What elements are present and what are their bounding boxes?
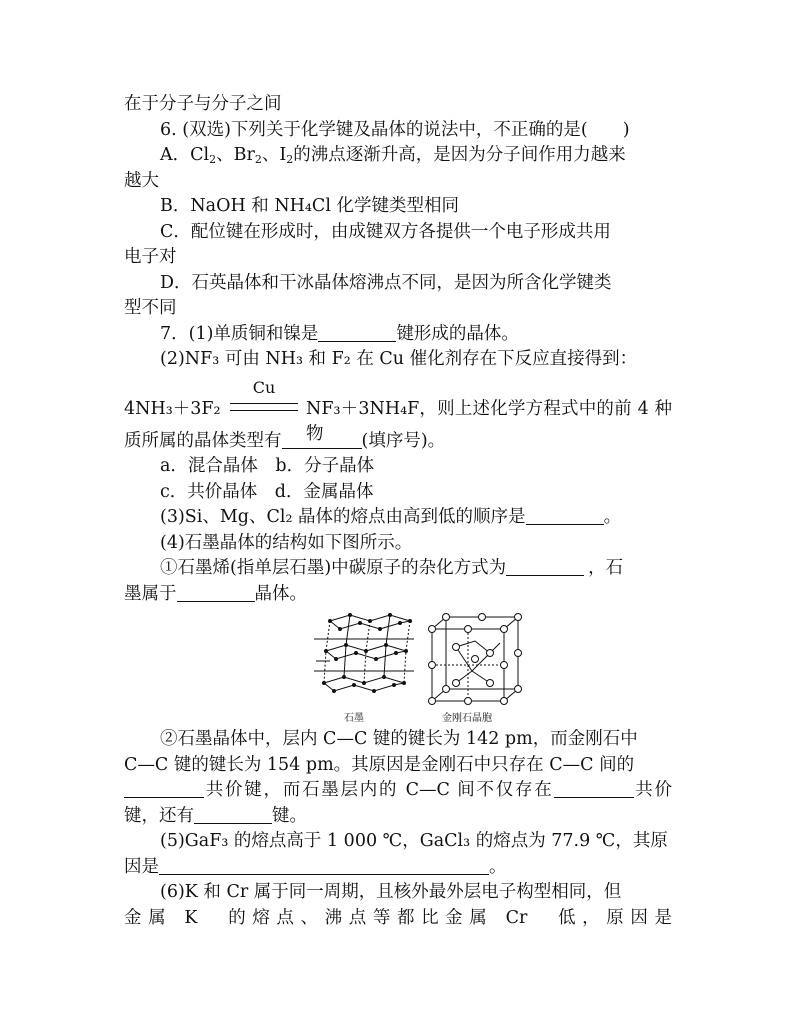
options-cd: c．共价晶体 d．金属晶体: [160, 481, 374, 502]
equation-products: NF₃＋3NH₄F，则上述化学方程式中的前 4 种物: [306, 398, 672, 444]
question-7-part-4-2-blanks: [124, 778, 672, 804]
answer-blank[interactable]: [526, 506, 604, 525]
option-b: B．NaOH 和 NH₄Cl 化学键类型相同: [160, 196, 459, 216]
text: 质所属的晶体类型有: [124, 430, 282, 451]
question-7-part-3: [124, 505, 672, 531]
question-6-stem: 6. (双选)下列关于化学键及晶体的说法中，不正确的是( ): [160, 119, 630, 140]
option-d-cont: 型不同: [124, 298, 177, 318]
graphite-label: 石墨: [344, 713, 364, 724]
text: 键形成的晶体。: [396, 323, 519, 344]
option-a-line: A．$Cl_2$、$Br_2$、$I_2$的沸点逐渐升高，是因为分子间作用力越来: [160, 145, 626, 166]
document-body: [124, 92, 672, 931]
equation-reactants: 4NH₃＋3F₂: [124, 398, 221, 419]
options-ab: a．混合晶体 b．分子晶体: [160, 456, 375, 476]
question-7-part-2: (2)NF₃ 可由 NH₃ 和 F₂ 在 Cu 催化剂存在下反应直接得到：: [160, 349, 638, 369]
answer-blank[interactable]: [159, 856, 489, 875]
text: 墨属于: [124, 583, 177, 604]
answer-blank[interactable]: [554, 779, 634, 798]
subscript: 2: [254, 153, 262, 166]
question-7-part-1: [124, 322, 672, 348]
subscript: 2: [209, 153, 217, 166]
answer-blank[interactable]: [318, 323, 396, 342]
question-7-part-4-2: ②石墨晶体中，层内 C—C 键的键长为 142 pm，而金刚石中: [160, 729, 638, 749]
question-7-part-4-1-cont: [124, 582, 672, 608]
option-d-line: D．石英晶体和干冰晶体熔沸点不同，是因为所含化学键类: [160, 272, 612, 293]
text: 共价: [633, 780, 673, 800]
text: (3)Si、Mg、Cl₂ 晶体的熔点由高到低的顺序是: [160, 507, 526, 527]
answer-blank[interactable]: [506, 557, 584, 576]
question-7-part-4-2-cont: C—C 键的键长为 154 pm。其原因是金刚石中只存在 C—C 间的: [124, 754, 635, 775]
answer-blank[interactable]: [177, 583, 255, 602]
equation-equals-sign: [230, 403, 298, 411]
text: (填序号)。: [361, 430, 446, 451]
subscript: 2: [286, 153, 294, 166]
crystal-structure-figures: [124, 611, 672, 723]
text: ①石墨烯(指单层石墨)中碳原子的杂化方式为: [160, 558, 507, 578]
text-line: 在于分子与分子之间: [124, 94, 282, 114]
text: 因是: [124, 856, 159, 877]
text: 7．(1)单质铜和镍是: [160, 323, 319, 344]
equation-condition: Cu: [252, 377, 276, 397]
text: 。: [603, 507, 622, 527]
graphite-structure-figure: [310, 611, 420, 711]
option-c-line: C．配位键在形成时，由成键双方各提供一个电子形成共用: [160, 221, 611, 242]
question-7-part-4-1: [124, 556, 672, 582]
text: 键，还有: [124, 805, 194, 826]
answer-blank[interactable]: [124, 779, 204, 798]
option-c-cont: 电子对: [124, 247, 177, 267]
question-7-part-5-cont: [124, 855, 672, 881]
text: 键。: [272, 805, 307, 826]
diamond-label: 金刚石晶胞: [442, 713, 492, 724]
text: ，石: [588, 558, 624, 578]
question-7-part-4: (4)石墨晶体的结构如下图所示。: [160, 532, 413, 553]
question-7-part-4-2-end: [124, 804, 672, 830]
text: 晶体。: [254, 583, 307, 604]
text: 共价键，而石墨层内的 C—C 间不仅存在: [204, 780, 554, 800]
question-7-part-5: (5)GaF₃ 的熔点高于 1 000 ℃，GaCl₃ 的熔点为 77.9 ℃，其原: [160, 831, 668, 851]
question-7-part-6-cont: 金属 K 的熔点、沸点等都比金属 Cr 低，原因是: [124, 907, 672, 928]
diamond-unit-cell-figure: [426, 613, 526, 709]
question-7-part-6: (6)K 和 Cr 属于同一周期，且核外最外层电子构型相同，但: [160, 882, 622, 902]
answer-blank[interactable]: [194, 805, 272, 824]
option-a-cont: 越大: [124, 170, 159, 191]
text: 。: [489, 856, 507, 877]
